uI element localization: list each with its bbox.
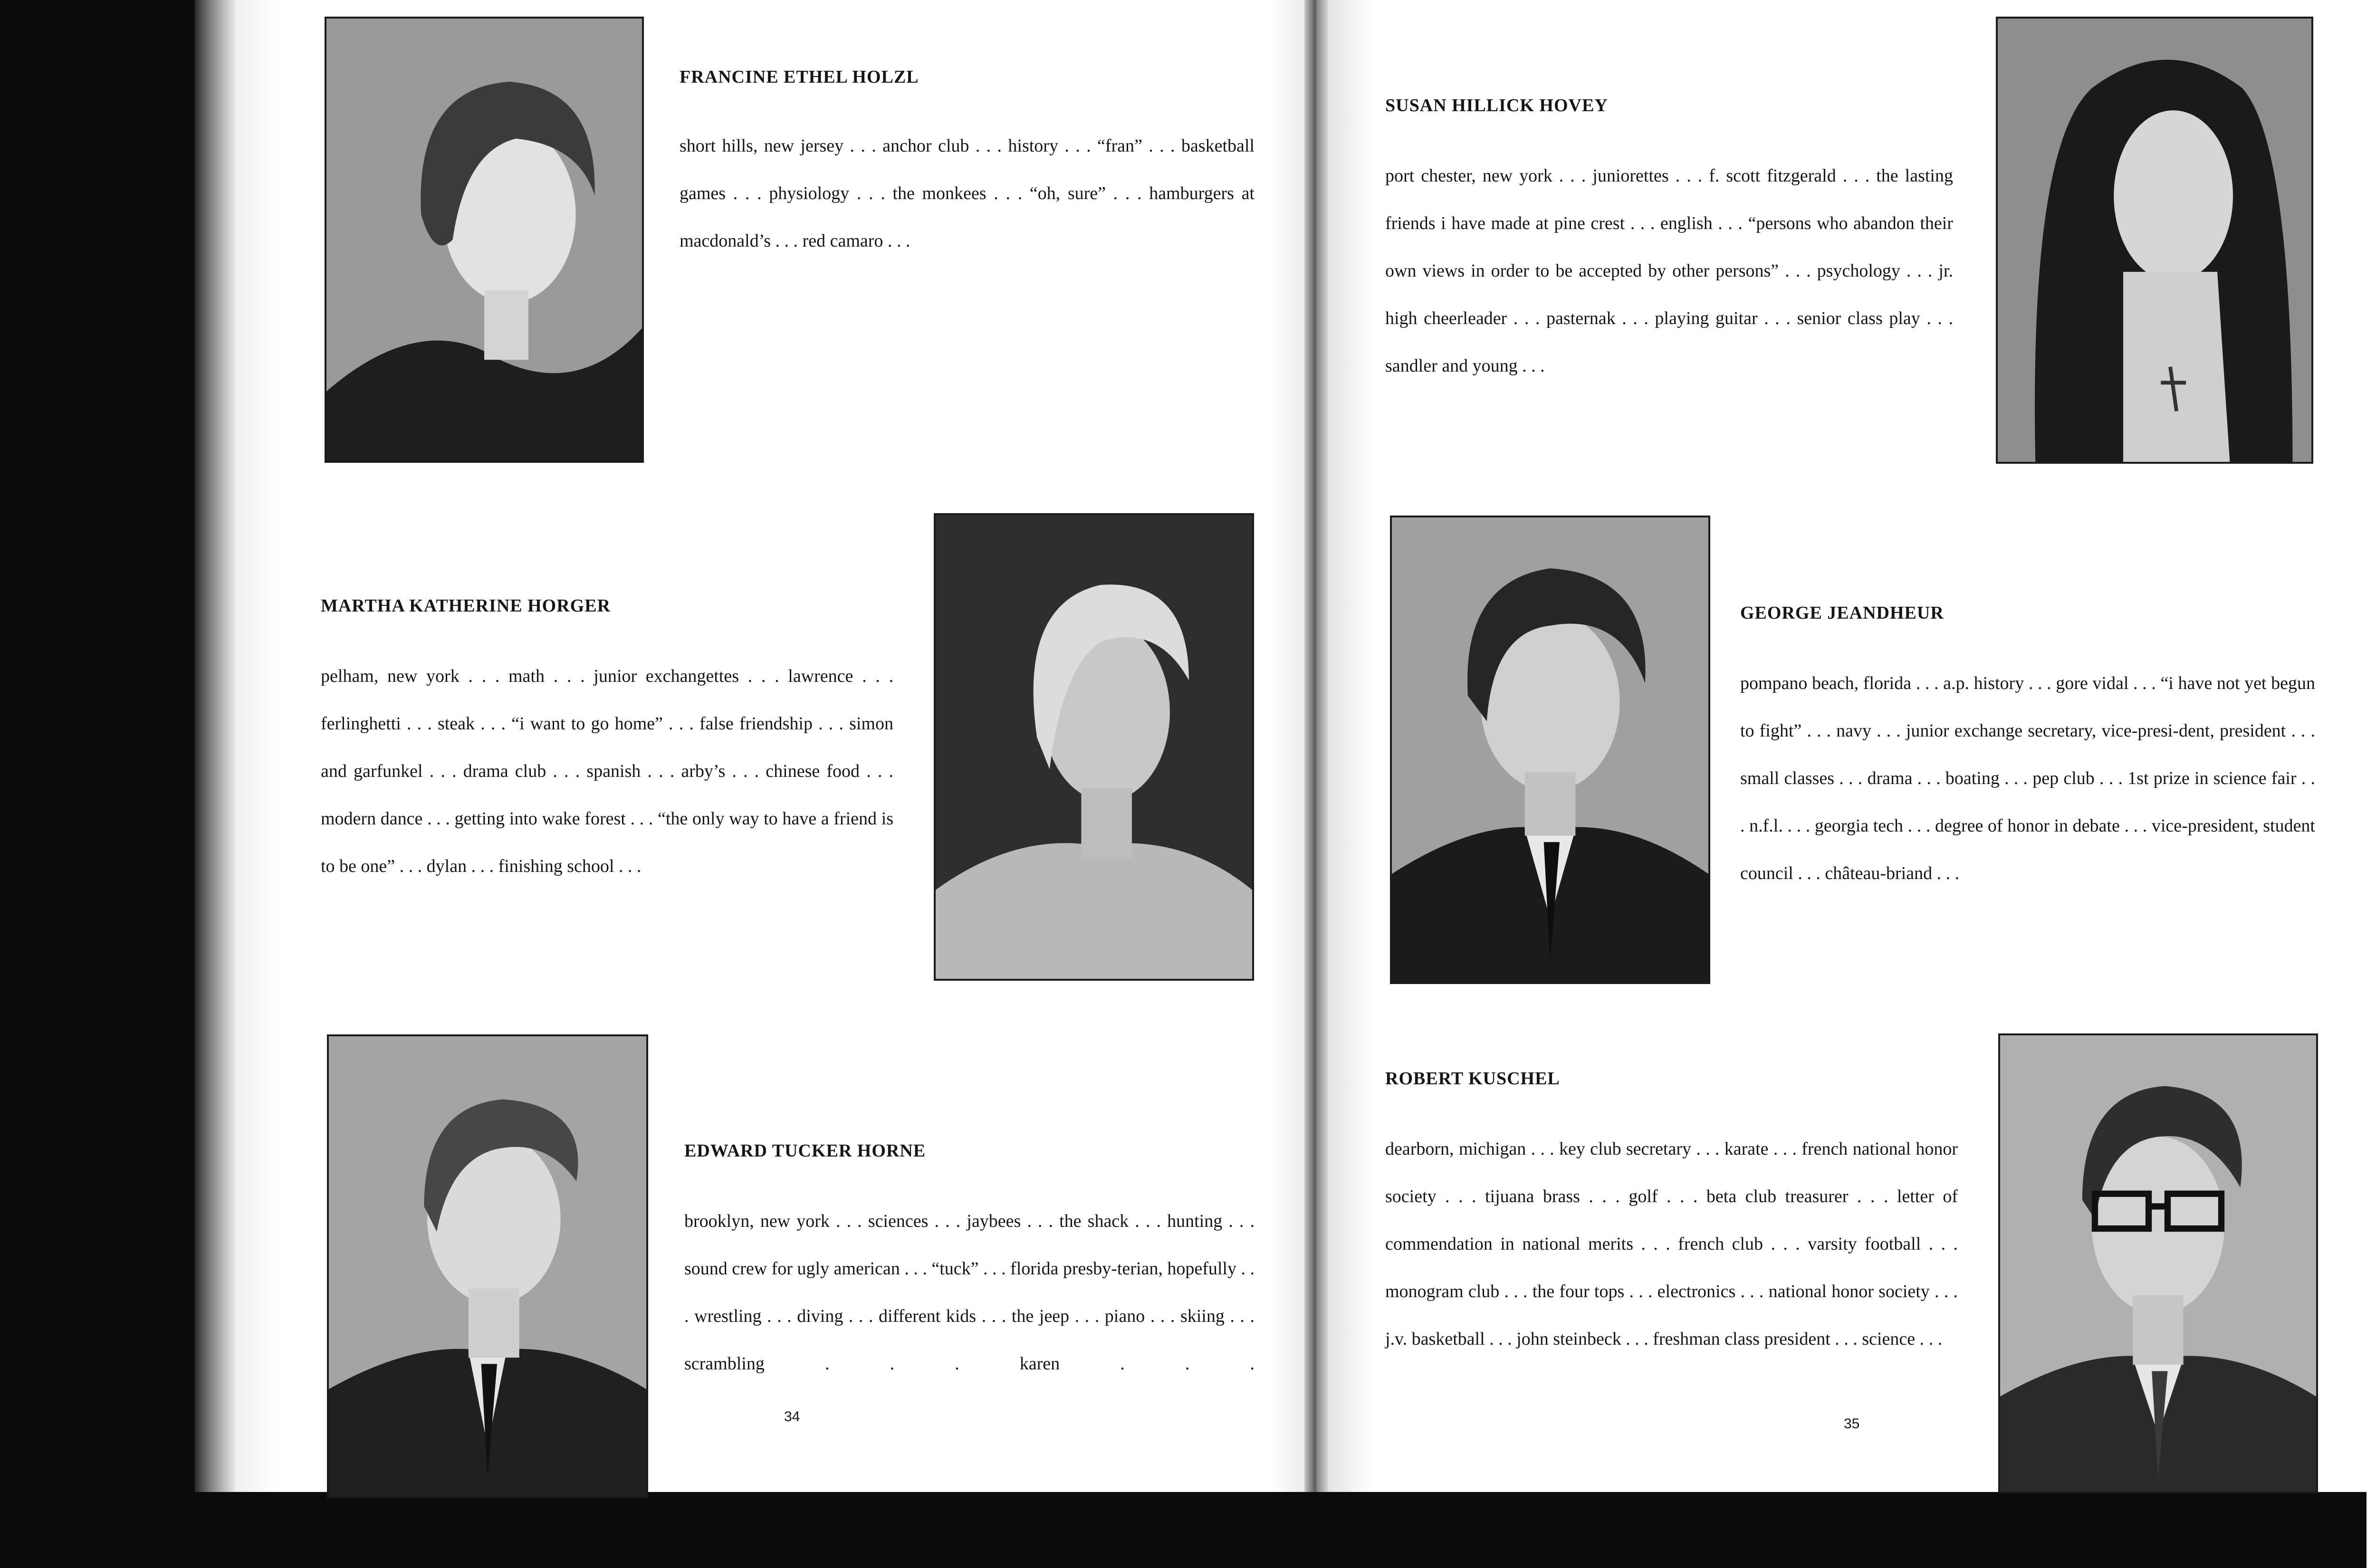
student-portrait-photo: [1996, 17, 2313, 464]
student-bio: dearborn, michigan . . . key club secretary . . . karate . . . french national honor society . . . tijuana brass . . . golf . . . beta club treasurer . . . letter of commendation in national merits . . . french club . . . varsity football . . . monogram club . . . the four tops . . . electronics . . . national honor society . . . j.v. basketball . . . john steinbeck . . . freshman class president . . . science . . .: [1385, 1139, 1958, 1349]
student-name: ROBERT KUSCHEL: [1385, 1069, 1560, 1089]
student-portrait-photo: [1998, 1033, 2318, 1493]
page-number: 35: [1844, 1416, 1860, 1432]
student-portrait-photo: [325, 17, 644, 463]
student-bio: port chester, new york . . . juniorettes . . . f. scott fitzgerald . . . the lasting friends i have made at pine crest . . . english . . . “persons who abandon their own views in order to be accepted by other persons” . . . psychology . . . jr. high cheerleader . . . pasternak . . . playing guitar . . . senior class play . . . sandler and young . . .: [1385, 166, 1953, 376]
student-portrait-photo: [1390, 516, 1710, 984]
page-gutter: [1304, 0, 1328, 1501]
student-bio: pelham, new york . . . math . . . junior exchangettes . . . lawrence . . . ferlinghetti . . . steak . . . “i want to go home” . . . false friendship . . . simon and garfunkel . . . drama club . . . spanish . . . arby’s . . . chinese food . . . modern dance . . . getting into wake forest . . . “the only way to have a friend is to be one” . . . dylan . . . finishing school . . .: [321, 666, 893, 876]
page-number: 34: [784, 1409, 800, 1425]
student-name: EDWARD TUCKER HORNE: [684, 1141, 926, 1161]
student-portrait-photo: [934, 513, 1254, 981]
student-bio: short hills, new jersey . . . anchor club . . . history . . . “fran” . . . basketball games . . . physiology . . . the monkees . . . “oh, sure” . . . hamburgers at macdonald’s . . . red camaro . . .: [680, 136, 1255, 251]
book-spine-shadow: [0, 0, 195, 1568]
scan-right-margin: [2366, 0, 2376, 1568]
student-portrait-photo: [327, 1034, 648, 1498]
student-bio: brooklyn, new york . . . sciences . . . jaybees . . . the shack . . . hunting . . . sound crew for ugly american . . . “tuck” . . . florida presby-terian, hopefully . . . wrestling . . . diving . . . different kids . . . the jeep . . . piano . . . skiing . . . scrambling . . . karen . . .: [684, 1211, 1255, 1374]
student-bio: pompano beach, florida . . . a.p. history . . . gore vidal . . . “i have not yet begun to fight” . . . navy . . . junior exchange secretary, vice-presi-dent, president . . . small classes . . . drama . . . boating . . . pep club . . . 1st prize in science fair . . . n.f.l. . . . georgia tech . . . degree of honor in debate . . . vice-president, student council . . . château-briand . . .: [1740, 673, 2315, 883]
scan-bottom-edge: [195, 1492, 2376, 1568]
student-name: FRANCINE ETHEL HOLZL: [680, 67, 919, 87]
student-name: MARTHA KATHERINE HORGER: [321, 596, 611, 616]
student-name: GEORGE JEANDHEUR: [1740, 603, 1944, 623]
student-name: SUSAN HILLICK HOVEY: [1385, 96, 1608, 115]
book-spine-edge: [195, 0, 235, 1568]
